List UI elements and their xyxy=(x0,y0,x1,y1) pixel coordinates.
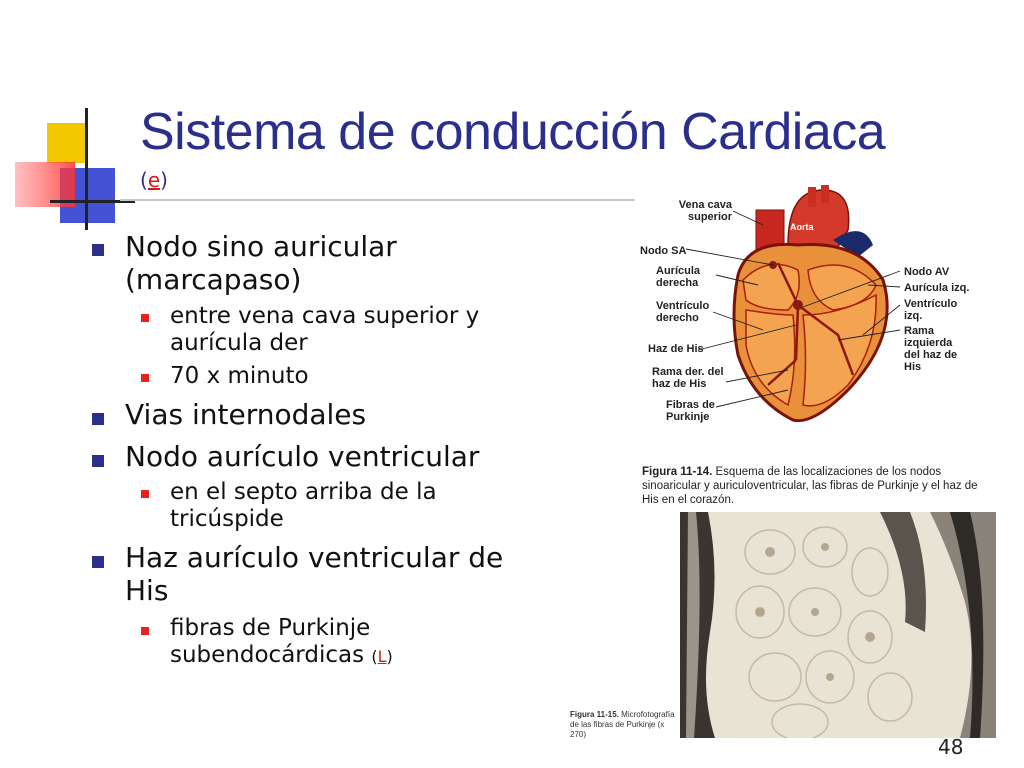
figure-caption-number: Figura 11-14. xyxy=(642,466,713,478)
sub-link[interactable]: L xyxy=(377,647,387,666)
decorative-squares xyxy=(0,100,160,230)
micrograph-caption-text: Microfotografía de las fibras de Purkinje (x 270) xyxy=(570,710,675,739)
label-ventriculo-izq: Ventrículo izq. xyxy=(904,298,958,322)
sub-link-open: ( xyxy=(371,647,378,666)
label-vena-cava: Vena cava superior xyxy=(678,199,732,223)
slide-title: Sistema de conducción Cardiaca xyxy=(140,103,886,161)
label-rama-izquierda: Rama izquierda del haz de His xyxy=(904,325,958,373)
main-bullet-icon xyxy=(92,244,104,256)
sub-bullet-item: en el septo arriba de la tricúspide xyxy=(170,479,437,532)
sub-bullet-icon xyxy=(141,374,149,382)
bullet-item: Haz aurículo ventricular de His xyxy=(125,541,504,607)
title-link-group xyxy=(140,168,168,192)
label-rama-der: Rama der. del haz de His xyxy=(652,366,724,390)
sub-bullet-item: entre vena cava superior y aurícula der xyxy=(170,303,480,356)
label-nodo-sa: Nodo SA xyxy=(640,245,687,257)
main-bullet-icon xyxy=(92,455,104,467)
figure-caption-text: Esquema de las localizaciones de los nodos sinoaricular y auriculoventricular, las fibras de Purkinje y el haz de His en el corazón. xyxy=(642,466,978,506)
label-aorta: Aorta xyxy=(790,222,814,232)
sub-bullet-icon xyxy=(141,490,149,498)
micrograph-caption-number: Figura 11-15. xyxy=(570,710,619,719)
sub-bullet-icon xyxy=(141,627,149,635)
figure-caption xyxy=(642,465,982,507)
title-divider xyxy=(120,199,635,201)
bullet-item: Vias internodales xyxy=(125,398,367,431)
label-haz-de-his: Haz de His xyxy=(648,343,704,355)
title-link[interactable]: e xyxy=(147,168,161,192)
label-auricula-izq: Aurícula izq. xyxy=(904,282,970,294)
label-nodo-av: Nodo AV xyxy=(904,266,950,278)
label-auricula-derecha: Aurícula derecha xyxy=(656,265,701,289)
heart-diagram xyxy=(638,185,988,430)
micrograph-caption xyxy=(570,710,680,740)
main-bullet-icon xyxy=(92,413,104,425)
title-link-open: ( xyxy=(140,168,148,192)
sub-bullet-icon xyxy=(141,314,149,322)
page-number: 48 xyxy=(938,735,964,759)
label-fibras-purkinje: Fibras de Purkinje xyxy=(666,399,715,423)
bullet-item: Nodo aurículo ventricular xyxy=(125,440,480,473)
bullet-item: Nodo sino auricular (marcapaso) xyxy=(125,230,397,296)
main-bullet-icon xyxy=(92,556,104,568)
sub-bullet-text: fibras de Purkinje subendocárdicas xyxy=(170,615,371,668)
sub-bullet-item: 70 x minuto xyxy=(170,363,309,389)
title-link-close: ) xyxy=(160,168,168,192)
sub-link-close: ) xyxy=(386,647,393,666)
sub-link-group xyxy=(371,647,392,666)
sub-bullet-item xyxy=(170,615,530,670)
purkinje-micrograph xyxy=(680,512,996,738)
label-ventriculo-derecho: Ventrículo derecho xyxy=(656,300,710,324)
